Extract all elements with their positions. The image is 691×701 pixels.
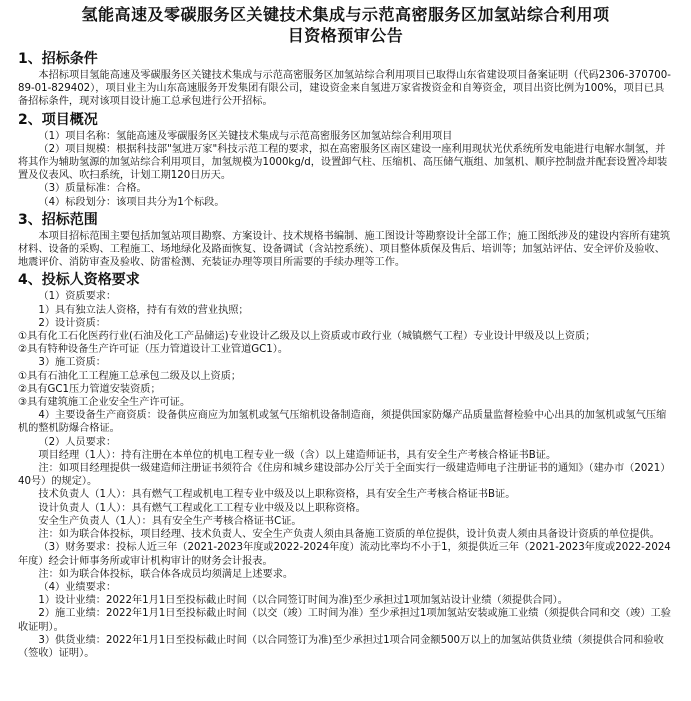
paragraph: （1）资质要求：: [38, 291, 117, 303]
paragraph: 注：如项目经理提供一级建造师注册证书须符合《住房和城乡建设部办公厅关于全面实行一级建造师电子注册证书的通知》（建办市（2021）40号）的规定）。: [18, 463, 671, 488]
paragraph: （4）业绩要求：: [38, 581, 117, 593]
paragraph: ②具有特种设备生产许可证（压力管道设计工业管道GC1）。: [18, 344, 289, 356]
paragraph: 本项目招标范围主要包括加氢站项目勘察、方案设计、技术规格书编制、施工图设计等勘察设计全部工作；施工图纸涉及的建设内容所有建筑材料、设备的采购、工程施工、场地绿化及路面恢复、设备调试（含站控系统）、项目整体质保及售后、培训等；加氢站评估、安全评价及验收、地震评价、消防审查及验收、防雷检测、充装证办理等项目所需要的手续办理等工作。: [18, 230, 671, 269]
paragraph: （3）质量标准：合格。: [38, 183, 147, 195]
paragraph: 3）供货业绩：2022年1月1日至投标截止时间（以合同签订为准)至少承担过1项合同金额500万以上的加氢站供货业绩（须提供合同和验收（签收）证明）。: [18, 634, 664, 659]
section-project-overview: [18, 111, 673, 209]
paragraph: ②具有GC1压力管道安装资质；: [18, 383, 161, 395]
paragraph: 3）施工资质：: [38, 357, 106, 369]
section-bidder-qualifications: [18, 271, 673, 660]
section-heading: 1、招标条件: [18, 51, 98, 67]
paragraph: 本招标项目氢能高速及零碳服务区关键技术集成与示范高密服务区加氢站综合利用项目已取得山东省建设项目备案证明（代码2306-370700-89-01-829402），项目业主为山东高速服务开发集团有限公司，建设资金来自氢进万家省拨资金和自筹资金，项目出资比例为100%，项目已具备招标条件，现对该项目设计施工总承包进行公开招标。: [18, 70, 671, 108]
paragraph: 1）设计业绩：2022年1月1日至投标截止时间（以合同签订时间为准)至少承担过1项加氢站设计业绩（须提供合同）。: [38, 595, 568, 607]
title-line-1: 氢能高速及零碳服务区关键技术集成与示范高密服务区加氢站综合利用项: [81, 5, 610, 24]
paragraph: （2）人员要求：: [38, 436, 117, 448]
section-heading: 2、项目概况: [18, 111, 98, 128]
paragraph: ③具有建筑施工企业安全生产许可证。: [18, 397, 191, 409]
section-heading: 4、投标人资格要求: [18, 272, 140, 289]
section-tender-scope: [18, 211, 673, 270]
paragraph: 4）主要设备生产商资质：设备供应商应为加氢机或氢气压缩机设备制造商，须提供国家防爆产品质量监督检验中心出具的加氢机或氢气压缩机的整机防爆合格证。: [18, 410, 667, 435]
paragraph: 2）设计资质：: [38, 317, 106, 329]
paragraph: 设计负责人（1人）：具有燃气工程或化工工程专业中级及以上职称资格。: [38, 502, 366, 514]
paragraph: （3）财务要求：投标人近三年（2021-2023年度或2022-2024年度）流动比率均不小于1，须提供近三年（2021-2023年度或2022-2024年度）经会计师事务所或审计机构审计的财务会计报表。: [18, 542, 671, 567]
paragraph: （1）项目名称：氢能高速及零碳服务区关键技术集成与示范高密服务区加氢站综合利用项目: [38, 130, 453, 142]
paragraph: ①具有化工石化医药行业(石油及化工产品储运)专业设计乙级及以上资质或市政行业（城镇燃气工程）专业设计甲级及以上资质；: [18, 331, 596, 343]
paragraph: （4）标段划分：该项目共分为1个标段。: [38, 196, 225, 208]
paragraph: 项目经理（1人）：持有注册在本单位的机电工程专业一级（含）以上建造师证书，具有安全生产考核合格证书B证。: [38, 449, 557, 461]
paragraph: （2）项目规模：根据科技部"氢进万家"科技示范工程的要求，拟在高密服务区南区建设一座利用现状光伏系统所发电能进行电解水制氢，并将其作为辅助氢源的加氢站综合利用项目，加氢规模为1000kg/d，设置卸气柱、压缩机、高压储气瓶组、加氢机、顺序控制盘并配套设置冷却装置及仪表风、吹扫系统，计划工期120日历天。: [18, 143, 668, 182]
paragraph: ①具有石油化工工程施工总承包二级及以上资质；: [18, 370, 242, 382]
paragraph: 技术负责人（1人）：具有燃气工程或机电工程专业中级及以上职称资格，具有安全生产考核合格证书B证。: [38, 489, 516, 501]
paragraph: 1）具有独立法人资格，持有有效的营业执照；: [38, 304, 249, 316]
paragraph: 注：如为联合体投标，项目经理、技术负责人、安全生产负责人须由具备施工资质的单位提供，设计负责人须由具备设计资质的单位提供。: [38, 529, 660, 541]
document-title: [18, 4, 673, 46]
section-tender-conditions: [18, 50, 673, 109]
paragraph: 2）施工业绩：2022年1月1日至投标截止时间（以交（竣）工时间为准）至少承担过1项加氢站安装或施工业绩（须提供合同和交（竣）工验收证明）。: [18, 608, 671, 633]
paragraph: 安全生产负责人（1人）：具有安全生产考核合格证书C证。: [38, 515, 302, 527]
paragraph: 注：如为联合体投标，联合体各成员均须满足上述要求。: [38, 568, 294, 580]
title-line-2: 目资格预审公告: [287, 26, 404, 45]
section-heading: 3、招标范围: [18, 211, 98, 228]
